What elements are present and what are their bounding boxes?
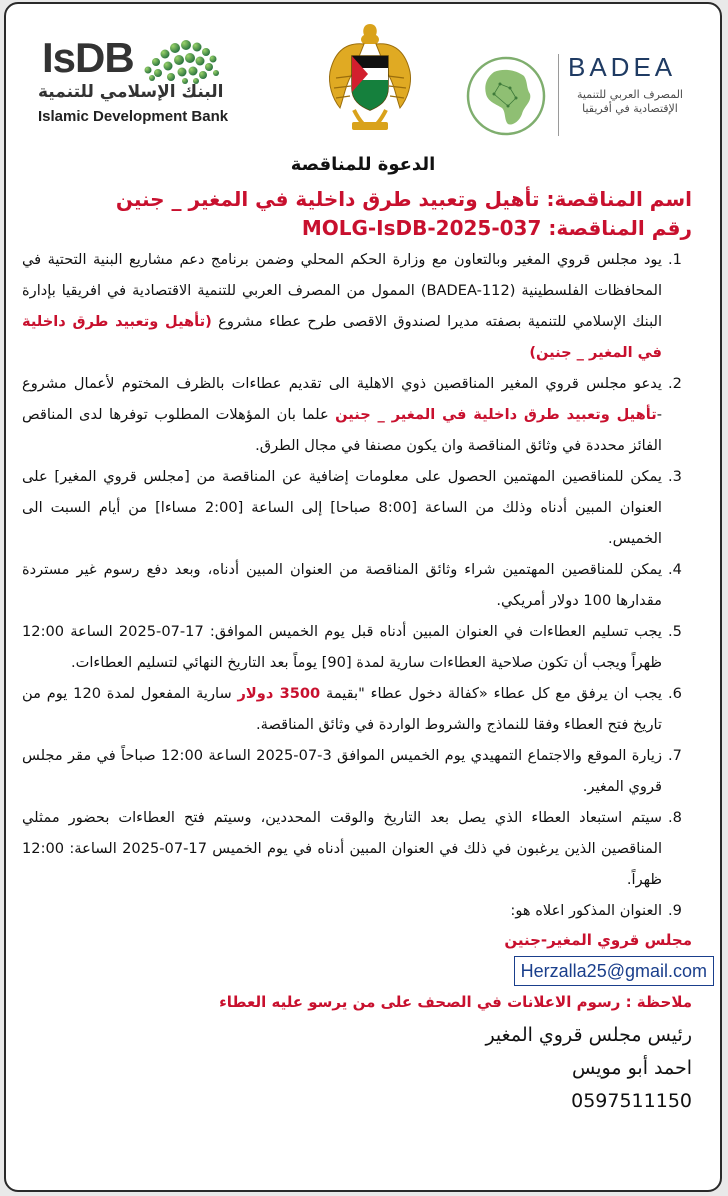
item-text: يجب تسليم العطاءات في العنوان المبين أدناه قبل يوم الخميس الموافق: 17-07-2025 الساعة 12:00 ظهراً ويجب أن تكون صلاحية العطاءات سارية لمدة [90] يوماً بعد التاريخ النهائي لتسليم العطاءات.: [22, 623, 662, 671]
isdb-acronym: IsDB: [42, 34, 134, 81]
badea-arabic-name: المصرف العربي للتنمية الإقتصادية في أفريقيا: [577, 88, 683, 115]
list-item: [22, 368, 704, 461]
document-body: [22, 154, 707, 1117]
item-number: 5.: [668, 623, 682, 640]
signature-title: رئيس مجلس قروي المغير: [485, 1024, 692, 1046]
signature-name: احمد أبو مويس: [572, 1057, 692, 1079]
list-item: [22, 802, 704, 895]
item-text-part: علما بان المؤهلات المطلوب توفرها لدى المناقص الفائز محددة في وثائق المناقصة وان يكون مصنفا في مجال الطرق.: [22, 406, 662, 454]
item-text: زيارة الموقع والاجتماع التمهيدي يوم الخميس الموافق 3-07-2025 الساعة 12:00 صباحاً في مقر مجلس قروي المغير.: [22, 747, 662, 795]
tender-announcement-page: [4, 2, 722, 1192]
item-text: سيتم استبعاد العطاء الذي يصل بعد التاريخ والوقت المحددين، وسيتم فتح العطاءات بحضور ممثلي المناقصين الذين يرغبون في ذلك في العنوان المبين أدناه في يوم الخميس 17-07-2025 الساعة: 12:00 ظهراً.: [22, 809, 662, 888]
badea-africa-map-icon: [464, 54, 548, 138]
item-text: يمكن للمناقصين المهتمين الحصول على معلومات إضافية عن المناقصة من [مجلس قروي المغير] على العنوان المبين أدناه وذلك من الساعة [8:00 صباحا] إلى الساعة [2:00 مساءا] من أيام السبت الى الخميس.: [22, 468, 662, 547]
item-number: 6.: [668, 685, 682, 702]
terms-list: [22, 244, 704, 926]
council-address: مجلس قروي المغير-جنين: [504, 931, 692, 949]
isdb-logo: [34, 32, 234, 132]
list-item: [22, 678, 704, 740]
badea-name: BADEA: [568, 52, 677, 82]
email-link[interactable]: Herzalla25@gmail.com: [514, 956, 714, 986]
list-item: [22, 616, 704, 678]
item-text: العنوان المذكور اعلاه هو:: [510, 902, 662, 919]
list-item: [22, 461, 704, 554]
list-item: [22, 244, 704, 368]
project-name-highlight: تأهيل وتعبيد طرق داخلية في المغير _ جنين: [335, 406, 657, 423]
list-item: [22, 554, 704, 616]
tender-name: اسم المناقصة: تأهيل وتعبيد طرق داخلية في المغير _ جنين: [115, 187, 692, 211]
list-item: [22, 895, 704, 926]
page-title: الدعوة للمناقصة: [290, 154, 436, 175]
email-row: [22, 956, 707, 986]
item-text-part: يود مجلس قروي المغير وبالتعاون مع وزارة الحكم المحلي وضمن برنامج دعم مشاريع البنية التحتية في المحافظات الفلسطينية (BADEA-112) الممول من المصرف العربي للتنمية الاقتصادية في افريقيا بإدارة البنك الإسلامي للتنمية بصفته مديرا لصندوق الاقصى طرح عطاء مشروع: [22, 251, 663, 330]
item-text-part: سارية المفعول لمدة 120 يوم من تاريخ فتح العطاء وفقا للنماذج والشروط الواردة في وثائق المناقصة.: [22, 685, 662, 733]
logo-header: [6, 4, 720, 144]
tender-number: رقم المناقصة: MOLG-IsDB-2025-037: [301, 216, 692, 240]
item-text: [22, 368, 662, 461]
item-number: 9.: [668, 902, 682, 919]
isdb-english-name: Islamic Development Bank: [38, 108, 229, 125]
ad-fees-note: ملاحظة : رسوم الاعلانات في الصحف على من يرسو عليه العطاء: [219, 993, 692, 1011]
item-text: [22, 678, 662, 740]
item-number: 7.: [668, 747, 682, 764]
item-text: [22, 244, 662, 368]
signature-phone: 0597511150: [571, 1090, 692, 1112]
item-number: 4.: [668, 561, 682, 578]
item-text: يمكن للمناقصين المهتمين شراء وثائق المناقصة من العنوان المبين أدناه، وبعد دفع رسوم غير مستردة مقدارها 100 دولار أمريكي.: [22, 561, 662, 609]
badea-logo: [458, 44, 708, 144]
item-text-part: يدعو مجلس قروي المغير المناقصين ذوي الاهلية الى تقديم عطاءات بالظرف المختوم لأعمال مشروع -: [22, 375, 662, 423]
item-text-part: يجب ان يرفق مع كل عطاء «كفالة دخول عطاء "بقيمة: [320, 685, 663, 702]
item-number: 3.: [668, 468, 682, 485]
project-name-highlight: (تأهيل وتعبيد طرق داخلية في المغير _ جنين): [22, 313, 662, 361]
list-item: [22, 740, 704, 802]
item-number: 1.: [668, 251, 682, 268]
item-number: 8.: [668, 809, 682, 826]
item-number: 2.: [668, 375, 682, 392]
isdb-globe-icon: [138, 32, 222, 84]
badea-divider: [558, 54, 559, 136]
bid-bond-amount: 3500 دولار: [237, 685, 321, 702]
palestine-eagle-emblem-icon: [324, 18, 416, 136]
isdb-arabic-name: البنك الإسلامي للتنمية: [38, 82, 224, 102]
